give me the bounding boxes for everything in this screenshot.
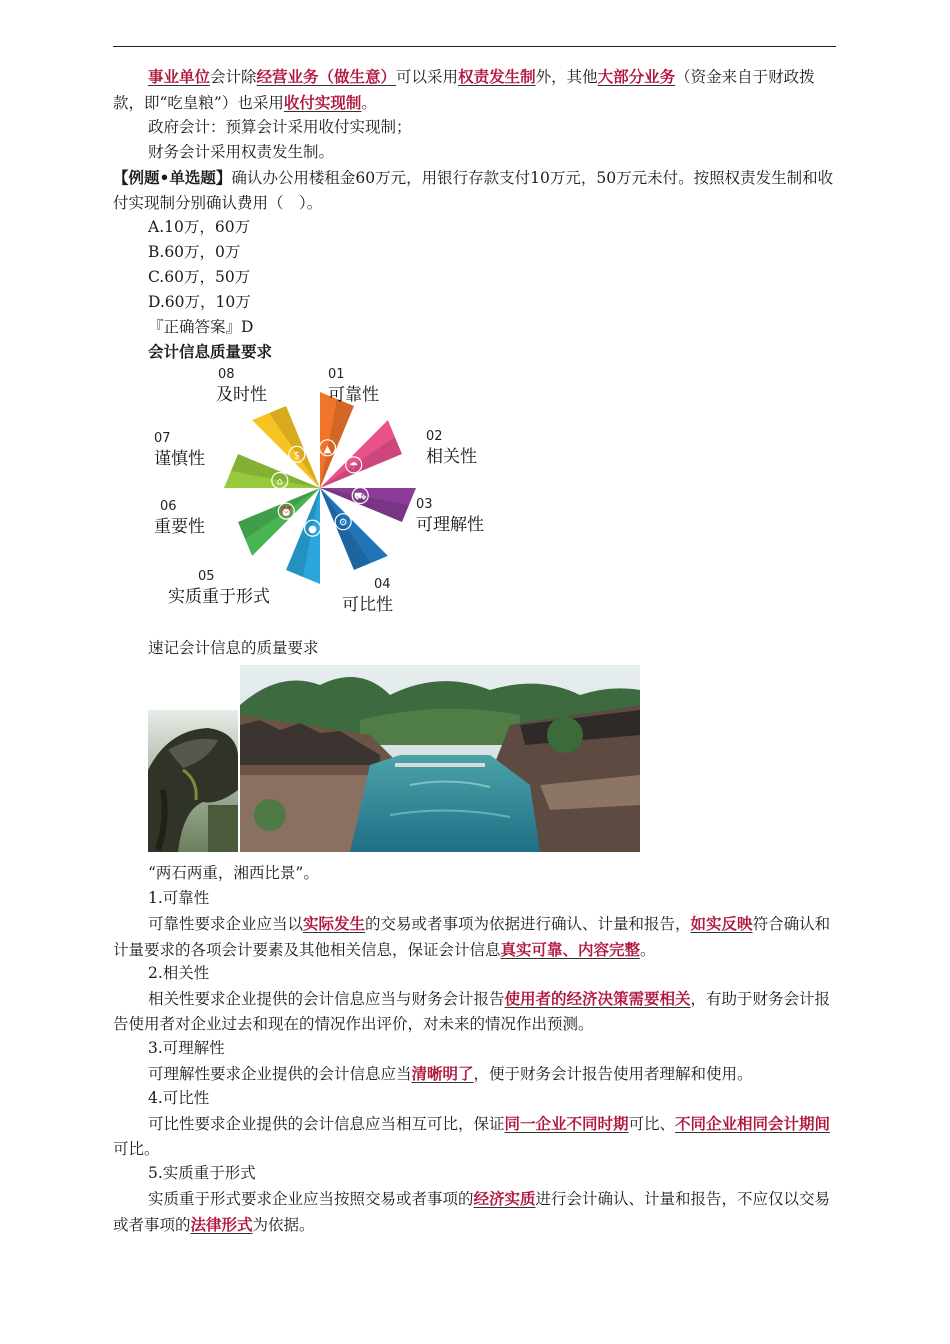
section-title-3: 3.可理解性 [148, 1039, 225, 1057]
section-title-1: 1.可靠性 [148, 889, 210, 907]
rock-photo [148, 710, 238, 852]
text-run: ，有助于财务会计报告使用者对企业过去和现在的情况作出评价，对未来的情况作出预测。 [113, 990, 831, 1033]
text-run: 。 [640, 941, 656, 959]
section-body-4 [113, 1111, 838, 1162]
fin-accounting-line: 财务会计采用权责发生制。 [148, 143, 335, 161]
pinwheel-num-06: 06 [160, 499, 177, 514]
alarm-clock-icon-glyph: ⏰ [280, 507, 293, 519]
shopping-cart-icon-glyph: ⛟ [353, 491, 367, 503]
text-run: 可理解性要求企业提供的会计信息应当 [148, 1065, 412, 1083]
example-question [113, 165, 838, 216]
text-run: 外，其他 [535, 68, 598, 86]
option-d: D.60万，10万 [148, 293, 251, 311]
highlight-term: 大部分业务 [597, 67, 676, 86]
memo-caption: 速记会计信息的质量要求 [148, 639, 319, 657]
house-icon-glyph: ⌂ [276, 476, 283, 488]
option-b: B.60万，0万 [148, 243, 241, 261]
text-run: ，便于财务会计报告使用者理解和使用。 [473, 1065, 753, 1083]
gear-icon-glyph: ⚙ [338, 517, 348, 529]
highlight-term: 不同企业相同会计期间 [675, 1114, 831, 1133]
intro-paragraph [113, 64, 838, 116]
umbrella-icon-glyph: ☂ [349, 460, 359, 472]
text-run: 可靠性要求企业应当以 [148, 915, 304, 933]
text-run: 为依据。 [252, 1216, 315, 1234]
pinwheel-num-07: 07 [154, 431, 171, 446]
pinwheel-diagram [140, 360, 500, 620]
text-run: 可比性要求企业提供的会计信息应当相互可比，保证 [148, 1115, 505, 1133]
highlight-term: 如实反映 [690, 914, 753, 933]
pinwheel-label-08: 及时性 [216, 385, 267, 405]
example-question-text: 确认办公用楼租金60万元，用银行存款支付10万元，50万元未付。按照权责发生制和收付实现制分别确认费用（ ）。 [113, 169, 834, 212]
memo-phrase: “两石两重，湘西比景”。 [148, 864, 319, 882]
pinwheel-label-05: 实质重于形式 [168, 587, 270, 607]
pinwheel-num-05: 05 [198, 569, 215, 584]
pinwheel-num-02: 02 [426, 429, 443, 444]
text-run: 可以采用 [396, 68, 459, 86]
pinwheel-num-01: 01 [328, 367, 345, 382]
pinwheel-num-03: 03 [416, 497, 433, 512]
section-title-2: 2.相关性 [148, 964, 210, 982]
section-body-5 [113, 1186, 838, 1238]
correct-answer: 『正确答案』D [148, 318, 254, 336]
highlight-term: 经营业务（做生意） [256, 67, 397, 86]
pinwheel-label-01: 可靠性 [328, 385, 379, 405]
section-title-5: 5.实质重于形式 [148, 1164, 256, 1182]
lightbulb-icon-glyph: ● [308, 524, 317, 536]
highlight-term: 同一企业不同时期 [504, 1114, 629, 1133]
text-run: 进行会计确认、计量和报告，不应仅以交易或者事项的 [113, 1190, 831, 1234]
pinwheel-num-08: 08 [218, 367, 235, 382]
section-body-2 [113, 986, 838, 1037]
example-tag: 【例题•单选题】 [113, 168, 232, 187]
pinwheel-label-07: 谨慎性 [154, 449, 205, 469]
pinwheel-blades [224, 392, 416, 584]
text-run: 符合确认和计量要求的各项会计要素及其他相关信息，保证会计信息 [113, 915, 831, 959]
highlight-term: 实际发生 [303, 914, 366, 933]
option-a: A.10万，60万 [148, 218, 251, 236]
text-run: 相关性要求企业提供的会计信息应当与财务会计报告 [148, 990, 505, 1008]
highlight-term: 清晰明了 [411, 1064, 474, 1083]
highlight-term: 经济实质 [473, 1189, 536, 1208]
highlight-term: 事业单位 [148, 67, 211, 86]
option-c: C.60万，50万 [148, 268, 251, 286]
text-run: 实质重于形式要求企业应当按照交易或者事项的 [148, 1190, 474, 1208]
text-run: （资金来自于财政拨款，即“吃皇粮”）也采用 [113, 68, 815, 112]
pinwheel-label-02: 相关性 [426, 447, 477, 467]
text-run: 会计除 [210, 68, 257, 86]
pinwheel-label-04: 可比性 [342, 595, 393, 615]
section-body-3 [113, 1061, 838, 1087]
gov-accounting-line: 政府会计：预算会计采用收付实现制； [148, 118, 412, 136]
section-body-1 [113, 911, 838, 963]
highlight-term: 真实可靠、内容完整 [500, 940, 641, 959]
pinwheel-label-03: 可理解性 [416, 515, 484, 535]
river-town-photo [240, 665, 640, 852]
pinwheel-label-06: 重要性 [154, 517, 205, 537]
highlight-term: 收付实现制 [283, 93, 362, 112]
highlight-term: 权责发生制 [458, 67, 536, 86]
graduation-cap-icon-glyph: ▲ [323, 443, 332, 455]
money-bag-icon-glyph: $ [293, 450, 301, 462]
section-title-4: 4.可比性 [148, 1089, 210, 1107]
text-run: 。 [361, 94, 377, 112]
pinwheel-num-04: 04 [374, 577, 391, 592]
header-rule [113, 46, 836, 47]
text-run: 可比、 [628, 1115, 676, 1133]
text-run: 可比。 [113, 1140, 160, 1158]
pinwheel-title: 会计信息质量要求 [148, 343, 273, 361]
highlight-term: 使用者的经济决策需要相关 [504, 989, 691, 1008]
text-run: 的交易或者事项为依据进行确认、计量和报告， [365, 915, 691, 933]
highlight-term: 法律形式 [190, 1215, 253, 1234]
